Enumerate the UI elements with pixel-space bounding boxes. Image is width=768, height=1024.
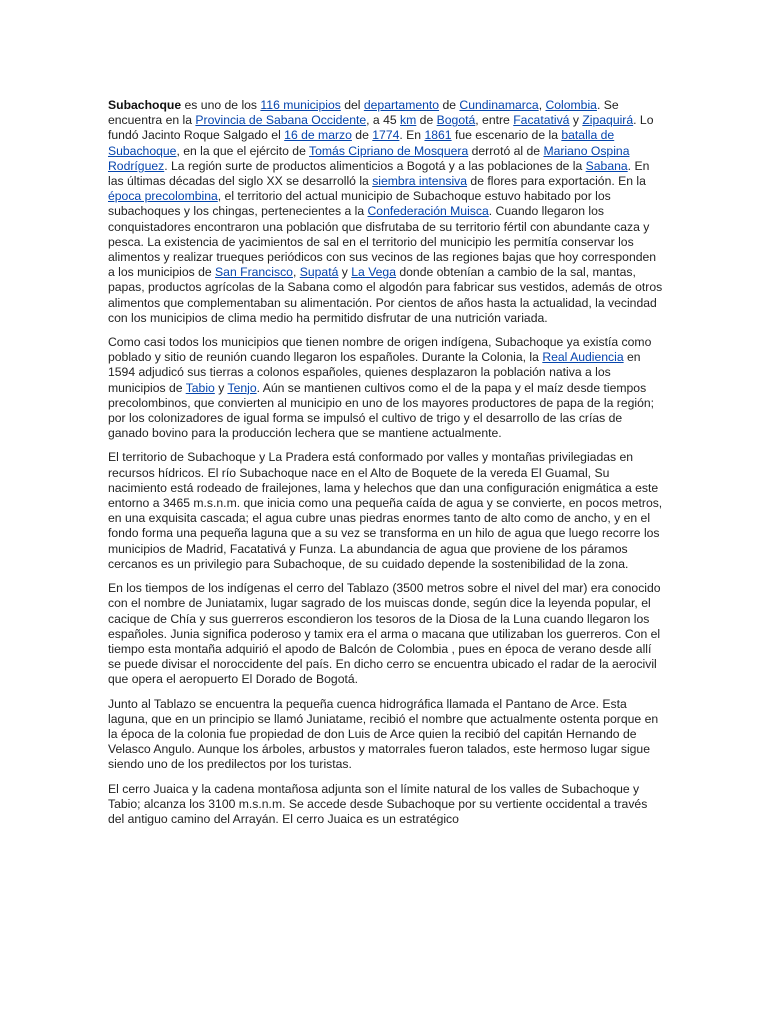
paragraph-intro: Subachoque es uno de los 116 municipios del departamento de Cundinamarca, Colombia. Se encuentra en la Provincia de Sabana Occidente, a 45 km de Bogotá, entre Facatativá y Zipaquirá. Lo fundó Jacinto Roque Salgado el 16 de marzo de 1774. En 1861 fue escenario de la batalla de Subachoque, en la que el ejército de Tomás Cipriano de Mosquera derrotó al de Mariano Ospina Rodríguez. La región surte de productos alimenticios a Bogotá y a las poblaciones de la Sabana. En las últimas décadas del siglo XX se desarrolló la siembra intensiva de flores para exportación. En la época precolombina, el territorio del actual municipio de Subachoque estuvo habitado por los subachoques y los chingas, pertenecientes a la Confederación Muisca. Cuando llegaron los conquistadores encontraron una población que disfrutaba de su territorio fértil con abundante caza y pesca. La existencia de yacimientos de sal en el territorio del municipio les permitía conservar los alimentos y realizar trueques periódicos con sus vecinos de las regiones bajas que hoy corresponden a los municipios de San Francisco, Supatá y La Vega donde obtenían a cambio de la sal, mantas, papas, productos agrícolas de la Sabana como el algodón para fabricar sus vestidos, además de otros alimentos que complementaban su alimentación. Por cientos de años hasta la actualidad, la vecindad con los municipios de clima medio ha permitido disfrutar de una nutrición variada. [108, 98, 663, 325]
link-mariano-ospina-rodriguez[interactable]: Mariano Ospina Rodríguez [108, 143, 630, 173]
paragraph-territorio: El territorio de Subachoque y La Pradera está conformado por valles y montañas privilegiadas en recursos hídricos. El río Subachoque nace en el Alto de Boquete de la vereda El Guamal, Su nacimiento está rodeado de frailejones, lama y helechos que dan una configuración enigmática a este entorno a 3465 m.s.n.m. que inicia como una pequeña caída de agua y se convierte, en pocos metros, en una exquisita cascada; el agua cubre unas piedras enormes tanto de alto como de ancho, y en el fondo forma una pequeña laguna que a su vez se transforma en un hilo de agua que luego recorre los municipios de Madrid, Facatativá y Funza. La abundancia de agua que proviene de los páramos cercanos es un privilegio para Subachoque, de su cuidado depende la sostenibilidad de la zona. [108, 450, 663, 571]
link-1774[interactable]: 1774 [372, 128, 400, 143]
link-epoca-precolombina[interactable]: época precolombina [108, 189, 218, 204]
link-16-de-marzo[interactable]: 16 de marzo [284, 128, 352, 143]
paragraph-colonia: Como casi todos los municipios que tienen nombre de origen indígena, Subachoque ya existía como poblado y sitio de reunión cuando llegaron los españoles. Durante la Colonia, la Real Audiencia en 1594 adjudicó sus tierras a colonos españoles, quienes desplazaron la población nativa a los municipios de Tabio y Tenjo. Aún se mantienen cultivos como el de la papa y el maíz desde tiempos precolombinos, que convierten al municipio en uno de los mayores productores de papa de la región; por los colonizadores de igual forma se impulsó el cultivo de trigo y el desarrollo de las crías de ganado bovino para la producción lechera que se mantiene actualmente. [108, 335, 655, 441]
link-bogota[interactable]: Bogotá [436, 113, 476, 128]
link-confederacion-muisca[interactable]: Confederación Muisca [367, 204, 489, 219]
link-sabana[interactable]: Sabana [585, 158, 628, 173]
link-batalla-de-subachoque[interactable]: batalla de Subachoque [108, 128, 615, 158]
article-body [108, 98, 663, 836]
paragraph-pantano-de-arce: Junto al Tablazo se encuentra la pequeña cuenca hidrográfica llamada el Pantano de Arce. Esta laguna, que en un principio se llamó Juniatame, recibió el nombre que actualmente ostenta porque en la época de la colonia fue propiedad de don Luis de Arce quien la recibió del capitán Hernando de Velasco Angulo. Aunque los árboles, arbustos y matorrales fueron talados, este hermoso lugar sigue siendo uno de los predilectos por los turistas. [108, 696, 659, 772]
article-subject: Subachoque [108, 98, 182, 112]
link-real-audiencia[interactable]: Real Audiencia [542, 350, 624, 365]
link-la-vega[interactable]: La Vega [351, 265, 396, 280]
link-116-municipios[interactable]: 116 municipios [260, 98, 341, 112]
link-facatativa[interactable]: Facatativá [513, 113, 570, 128]
link-cundinamarca[interactable]: Cundinamarca [459, 98, 539, 112]
link-provincia-sabana-occidente[interactable]: Provincia de Sabana Occidente [195, 113, 367, 128]
link-san-francisco[interactable]: San Francisco [215, 265, 293, 280]
link-colombia[interactable]: Colombia [545, 98, 597, 112]
link-tenjo[interactable]: Tenjo [227, 380, 257, 395]
link-tabio[interactable]: Tabio [185, 380, 215, 395]
link-siembra-intensiva[interactable]: siembra intensiva [372, 174, 468, 189]
link-zipaquira[interactable]: Zipaquirá [582, 113, 634, 128]
paragraph-tablazo: En los tiempos de los indígenas el cerro del Tablazo (3500 metros sobre el nivel del mar) era conocido con el nombre de Juniatamix, lugar sagrado de los muiscas donde, según dice la leyenda popular, el cacique de Chía y sus guerreros escondieron los tesoros de la Diosa de la Luna cuando llegaron los españoles. Junia significa poderoso y tamix era el arma o macana que utilizaban los guerreros. Con el tiempo esta montaña adquirió el apodo de Balcón de Colombia , pues en época de verano desde allí se puede divisar el noroccidente del país. En dicho cerro se encuentra ubicado el radar de la aerocivil que opera el aeropuerto El Dorado de Bogotá. [108, 581, 661, 687]
link-supata[interactable]: Supatá [299, 265, 339, 280]
link-departamento[interactable]: departamento [363, 98, 440, 112]
link-1861[interactable]: 1861 [424, 128, 452, 143]
link-km[interactable]: km [400, 113, 417, 128]
link-tomas-cipriano-de-mosquera[interactable]: Tomás Cipriano de Mosquera [309, 143, 469, 158]
paragraph-cerro-juaica: El cerro Juaica y la cadena montañosa adjunta son el límite natural de los valles de Subachoque y Tabio; alcanza los 3100 m.s.n.m. Se accede desde Subachoque por su vertiente occidental a través del antiguo camino del Arrayán. El cerro Juaica es un estratégico [108, 781, 648, 826]
